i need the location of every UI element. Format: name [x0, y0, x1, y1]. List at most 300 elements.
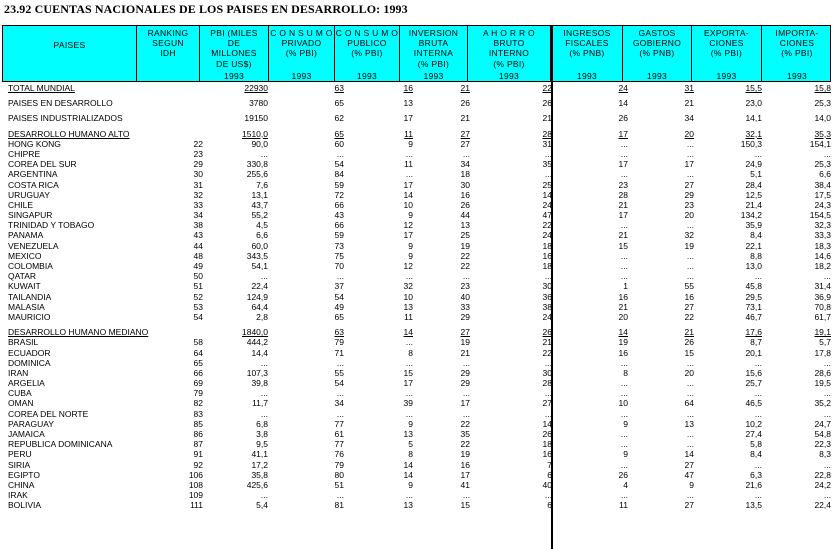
value-cell-ing: 24	[618, 83, 628, 93]
value-cell-aho: ...	[544, 148, 552, 159]
value-cell-ing: ...	[620, 271, 628, 282]
value-cell-imp: ...	[823, 388, 831, 399]
value-cell-ing: 10	[618, 398, 628, 409]
value-cell-cpriv: ...	[336, 388, 344, 399]
header-inv-year: 1993	[423, 70, 444, 81]
header-exp	[692, 26, 762, 81]
value-cell-gas: ...	[686, 439, 694, 450]
value-cell-exp: ...	[754, 408, 762, 419]
value-cell-ing: ...	[620, 429, 628, 439]
value-cell-imp: 35,2	[814, 398, 831, 409]
table-row	[2, 409, 831, 419]
value-cell-inv: 29	[460, 311, 470, 322]
value-cell-aho: 7	[547, 459, 552, 470]
value-cell-imp: 6,6	[819, 169, 831, 180]
value-cell-aho: 40	[542, 479, 552, 490]
value-cell-cpub: 13	[403, 500, 413, 511]
value-cell-inv: 22	[460, 261, 470, 271]
table-row	[2, 470, 831, 480]
value-cell-aho: 14	[542, 418, 552, 429]
country-name: IRAK	[8, 490, 28, 501]
value-cell-inv: 16	[460, 459, 470, 470]
country-name: QATAR	[8, 271, 37, 282]
table-row	[2, 480, 831, 490]
value-cell-ing: ...	[620, 439, 628, 450]
value-cell-pbi: 13,1	[251, 189, 268, 200]
ranking-cell: 83	[193, 408, 203, 419]
value-cell-pbi: 3,8	[256, 429, 268, 439]
table-row	[2, 327, 831, 337]
country-name: TAILANDIA	[8, 291, 52, 302]
value-cell-pbi: ...	[260, 490, 268, 501]
value-cell-cpriv: 81	[334, 500, 344, 511]
value-cell-inv: 17	[460, 398, 470, 409]
value-cell-cpub: 11	[404, 159, 413, 170]
table-row	[2, 449, 831, 459]
value-cell-gas: ...	[686, 271, 694, 282]
value-cell-imp: 61,7	[814, 311, 831, 322]
value-cell-inv: 17	[460, 469, 470, 480]
value-cell-cpub: 14	[403, 189, 413, 200]
country-name: CUBA	[8, 388, 32, 399]
value-cell-exp: ...	[754, 271, 762, 282]
value-cell-exp: ...	[754, 459, 762, 470]
value-cell-aho: 16	[542, 449, 552, 460]
value-cell-cpriv: 76	[334, 449, 344, 460]
value-cell-gas: 27	[684, 301, 694, 312]
value-cell-gas: 55	[684, 281, 694, 292]
table-row	[2, 348, 831, 358]
value-cell-exp: ...	[754, 357, 762, 368]
value-cell-inv: 21	[460, 83, 470, 93]
value-cell-pbi: ...	[260, 271, 268, 282]
value-cell-cpriv: 73	[334, 240, 344, 251]
value-cell-cpub: 15	[403, 367, 413, 378]
value-cell-gas: 22	[684, 311, 694, 322]
value-cell-imp: 5,7	[819, 337, 831, 348]
value-cell-imp: 32,3	[814, 220, 831, 231]
value-cell-cpriv: 43	[334, 210, 344, 221]
country-name: IRAN	[8, 367, 29, 378]
header-gas-label: GASTOS GOBIERNO (% PNB)	[632, 28, 682, 59]
value-cell-cpub: 13	[403, 301, 413, 312]
value-cell-inv: 19	[460, 240, 470, 251]
value-cell-gas: 13	[684, 418, 694, 429]
value-cell-gas: 34	[684, 113, 694, 124]
value-cell-cpub: 14	[403, 469, 413, 480]
country-name: MALASIA	[8, 301, 45, 312]
ranking-cell: 58	[193, 337, 203, 348]
value-cell-pbi: 255,6	[246, 169, 268, 180]
table-row	[2, 500, 831, 510]
value-cell-pbi: 41,1	[251, 449, 268, 460]
value-cell-aho: 31	[542, 138, 552, 149]
value-cell-gas: 9	[689, 479, 694, 490]
value-cell-cpub: 13	[403, 429, 413, 439]
value-cell-pbi: 1510,0	[242, 128, 268, 139]
country-name: BRASIL	[8, 337, 39, 348]
value-cell-exp: 22,1	[745, 240, 762, 251]
value-cell-inv: 29	[460, 367, 470, 378]
value-cell-exp: 20,1	[745, 347, 762, 358]
value-cell-exp: 17,6	[745, 327, 762, 338]
value-cell-cpriv: 63	[334, 327, 344, 338]
value-cell-exp: 8,7	[750, 337, 762, 348]
value-cell-cpriv: 66	[334, 199, 344, 210]
value-cell-pbi: 19150	[244, 113, 268, 124]
value-cell-cpriv: ...	[336, 408, 344, 419]
value-cell-imp: 31,4	[814, 281, 831, 292]
country-name: DESARROLLO HUMANO ALTO	[8, 128, 130, 139]
value-cell-pbi: 9,5	[256, 439, 268, 450]
value-cell-cpriv: 65	[334, 128, 344, 139]
value-cell-gas: 29	[684, 189, 694, 200]
ranking-cell: 54	[193, 311, 203, 322]
value-cell-cpriv: ...	[336, 490, 344, 501]
ranking-cell: 53	[193, 301, 203, 312]
value-cell-inv: 15	[460, 500, 470, 511]
value-cell-ing: 1	[623, 281, 628, 292]
table-row	[2, 490, 831, 500]
value-cell-cpub: 11	[404, 311, 413, 322]
value-cell-gas: 32	[684, 230, 694, 241]
value-cell-exp: 6,3	[750, 469, 762, 480]
value-cell-ing: ...	[620, 169, 628, 180]
value-cell-cpriv: 71	[334, 347, 344, 358]
value-cell-imp: ...	[823, 490, 831, 501]
table-row	[2, 251, 831, 261]
header-gas-year: 1993	[646, 70, 668, 81]
value-cell-gas: 31	[684, 83, 694, 93]
value-cell-cpub: 32	[403, 281, 413, 292]
value-cell-exp: 150,3	[740, 138, 762, 149]
country-name: VENEZUELA	[8, 240, 59, 251]
country-name: TRINIDAD Y TOBAGO	[8, 220, 95, 231]
value-cell-ing: 28	[618, 189, 628, 200]
value-cell-exp: 21,6	[745, 479, 762, 490]
country-name: CHILE	[8, 199, 34, 210]
value-cell-exp: 46,5	[745, 398, 762, 409]
value-cell-cpub: ...	[405, 169, 413, 180]
value-cell-aho: 21	[542, 337, 552, 348]
value-cell-gas: 17	[684, 159, 694, 170]
value-cell-cpub: 13	[403, 98, 413, 109]
value-cell-gas: 20	[684, 210, 694, 221]
ranking-cell: 43	[193, 230, 203, 241]
table-row	[2, 113, 831, 123]
value-cell-inv: 34	[460, 159, 470, 170]
value-cell-aho: 6	[547, 469, 552, 480]
value-cell-ing: 21	[618, 230, 628, 241]
table-title: 23.92 CUENTAS NACIONALES DE LOS PAISES EN DESARROLLO: 1993	[4, 2, 408, 16]
value-cell-inv: 25	[460, 230, 470, 241]
table-row	[2, 337, 831, 347]
value-cell-cpriv: 59	[334, 230, 344, 241]
value-cell-inv: ...	[462, 271, 470, 282]
country-name: MAURICIO	[8, 311, 51, 322]
header-pbi-label: PBI (MILES DE MILLONES DE US$)	[210, 28, 258, 69]
value-cell-inv: 16	[460, 189, 470, 200]
value-cell-ing: 11	[619, 500, 628, 511]
value-cell-ing: 16	[618, 291, 628, 302]
value-cell-exp: 14,1	[745, 113, 762, 124]
value-cell-inv: 19	[460, 337, 470, 348]
value-cell-pbi: 60,0	[251, 240, 268, 251]
value-cell-imp: 14,6	[814, 250, 831, 261]
value-cell-imp: 154,1	[809, 138, 831, 149]
value-cell-imp: 33,3	[814, 230, 831, 241]
header-aho-label: A H O R R O BRUTO INTERNO (% PBI)	[483, 28, 535, 69]
value-cell-cpub: ...	[405, 490, 413, 501]
value-cell-gas: 27	[684, 179, 694, 190]
value-cell-ing: 23	[618, 179, 628, 190]
header-cpub	[335, 26, 400, 81]
ranking-cell: 106	[188, 469, 203, 480]
value-cell-inv: 23	[460, 281, 470, 292]
value-cell-pbi: 17,2	[251, 459, 268, 470]
table-row	[2, 200, 831, 210]
table-row	[2, 439, 831, 449]
value-cell-imp: ...	[823, 408, 831, 419]
value-cell-cpub: 14	[403, 459, 413, 470]
value-cell-cpub: 14	[403, 327, 413, 338]
table-row	[2, 210, 831, 220]
value-cell-pbi: 425,6	[246, 479, 268, 490]
value-cell-ing: 26	[618, 469, 628, 480]
value-cell-inv: 44	[460, 210, 470, 221]
value-cell-inv: ...	[462, 408, 470, 419]
ranking-cell: 38	[193, 220, 203, 231]
value-cell-imp: 24,3	[814, 199, 831, 210]
value-cell-exp: 13,5	[745, 500, 762, 511]
ranking-cell: 91	[193, 449, 203, 460]
table-row	[2, 230, 831, 240]
value-cell-pbi: 54,1	[251, 261, 268, 271]
country-name: ECUADOR	[8, 347, 51, 358]
value-cell-ing: ...	[620, 261, 628, 271]
value-cell-pbi: ...	[260, 388, 268, 399]
ranking-cell: 23	[193, 148, 203, 159]
ranking-cell: 49	[193, 261, 203, 271]
value-cell-pbi: 4,5	[256, 220, 268, 231]
value-cell-pbi: 11,7	[252, 398, 268, 409]
value-cell-gas: ...	[686, 378, 694, 389]
value-cell-cpub: 10	[403, 291, 413, 302]
value-cell-aho: 22	[542, 83, 552, 93]
value-cell-inv: 27	[460, 128, 470, 139]
ranking-cell: 111	[190, 500, 203, 511]
table-row	[2, 83, 831, 93]
value-cell-cpub: 17	[403, 230, 413, 241]
value-cell-aho: ...	[544, 490, 552, 501]
value-cell-cpriv: 65	[334, 311, 344, 322]
value-cell-exp: 24,9	[745, 159, 762, 170]
table-row	[2, 220, 831, 230]
value-cell-pbi: 343,5	[246, 250, 268, 261]
value-cell-imp: 35,3	[814, 128, 831, 139]
value-cell-cpub: 17	[403, 179, 413, 190]
value-cell-cpub: 9	[408, 250, 413, 261]
value-cell-cpriv: 60	[334, 138, 344, 149]
header-ing-year: 1993	[576, 70, 598, 81]
value-cell-cpub: 8	[408, 347, 413, 358]
value-cell-aho: 18	[542, 240, 552, 251]
value-cell-ing: ...	[620, 378, 628, 389]
value-cell-ing: 16	[618, 347, 628, 358]
value-cell-gas: 15	[684, 347, 694, 358]
value-cell-ing: ...	[620, 459, 628, 470]
value-cell-inv: ...	[462, 357, 470, 368]
value-cell-cpub: 39	[403, 398, 413, 409]
value-cell-exp: 5,8	[750, 439, 762, 450]
value-cell-imp: 28,6	[814, 367, 831, 378]
value-cell-cpriv: 77	[334, 418, 344, 429]
value-cell-aho: ...	[544, 169, 552, 180]
value-cell-cpub: ...	[405, 408, 413, 419]
value-cell-pbi: 22,4	[251, 281, 268, 292]
value-cell-cpriv: 79	[334, 459, 344, 470]
value-cell-aho: 35	[542, 159, 552, 170]
table-row	[2, 302, 831, 312]
value-cell-cpriv: 59	[334, 179, 344, 190]
header-pbi	[200, 26, 269, 81]
value-cell-ing: 17	[618, 128, 628, 139]
value-cell-inv: 27	[460, 138, 470, 149]
value-cell-ing: 26	[618, 113, 628, 124]
value-cell-aho: 24	[542, 199, 552, 210]
ranking-cell: 85	[193, 418, 203, 429]
ranking-cell: 109	[188, 490, 203, 501]
value-cell-exp: 8,8	[750, 250, 762, 261]
ranking-cell: 33	[193, 199, 203, 210]
value-cell-ing: ...	[620, 490, 628, 501]
table-row	[2, 129, 831, 139]
value-cell-cpriv: 77	[334, 439, 344, 450]
value-cell-ing: ...	[620, 250, 628, 261]
value-cell-exp: 73,1	[745, 301, 762, 312]
value-cell-pbi: 1840,0	[242, 327, 268, 338]
value-cell-imp: 54,8	[814, 429, 831, 439]
table-row	[2, 271, 831, 281]
value-cell-gas: 21	[684, 327, 694, 338]
value-cell-ing: 15	[618, 240, 628, 251]
value-cell-pbi: ...	[260, 357, 268, 368]
table-row	[2, 281, 831, 291]
country-name: PARAGUAY	[8, 418, 54, 429]
header-cpriv	[269, 26, 335, 81]
country-name: BOLIVIA	[8, 500, 42, 511]
value-cell-aho: 24	[542, 230, 552, 241]
value-cell-aho: 27	[542, 398, 552, 409]
value-cell-ing: 9	[623, 418, 628, 429]
header-ing-label: INGRESOS FISCALES (% PNB)	[563, 28, 611, 59]
header-aho-year: 1993	[498, 70, 520, 81]
value-cell-cpriv: 54	[334, 378, 344, 389]
value-cell-ing: 8	[623, 367, 628, 378]
value-cell-aho: 26	[542, 98, 552, 109]
value-cell-gas: 26	[684, 337, 694, 348]
value-cell-exp: 29,5	[745, 291, 762, 302]
value-cell-cpriv: ...	[336, 357, 344, 368]
ranking-cell: 66	[193, 367, 203, 378]
value-cell-imp: 19,5	[814, 378, 831, 389]
value-cell-cpub: 8	[408, 449, 413, 460]
country-name: SINGAPUR	[8, 210, 53, 221]
value-cell-pbi: 6,8	[256, 418, 268, 429]
ranking-cell: 69	[193, 378, 203, 389]
value-cell-imp: ...	[823, 459, 831, 470]
ranking-cell: 44	[193, 240, 203, 251]
header-imp-year: 1993	[786, 70, 808, 81]
header-aho	[468, 26, 552, 81]
value-cell-inv: 30	[460, 179, 470, 190]
value-cell-cpriv: 34	[334, 398, 344, 409]
ranking-cell: 86	[193, 429, 203, 439]
value-cell-exp: 21,4	[745, 199, 762, 210]
table-row	[2, 241, 831, 251]
value-cell-cpub: 9	[408, 479, 413, 490]
value-cell-pbi: 7,6	[256, 179, 268, 190]
value-cell-imp: 36,9	[814, 291, 831, 302]
value-cell-inv: 18	[460, 169, 470, 180]
header-gas	[623, 26, 692, 81]
value-cell-aho: 28	[542, 128, 552, 139]
ranking-cell: 87	[193, 439, 203, 450]
country-name: COLOMBIA	[8, 261, 53, 271]
header-rank-label: RANKING SEGUN IDH	[147, 28, 189, 59]
value-cell-ing: ...	[620, 220, 628, 231]
country-name: REPUBLICA DOMINICANA	[8, 439, 113, 450]
value-cell-aho: 26	[542, 429, 552, 439]
country-name: MEXICO	[8, 250, 42, 261]
value-cell-exp: ...	[754, 388, 762, 399]
country-name: ARGELIA	[8, 378, 45, 389]
value-cell-exp: 13,0	[745, 261, 762, 271]
ranking-cell: 50	[193, 271, 203, 282]
value-cell-cpriv: 65	[334, 98, 344, 109]
value-cell-imp: 25,3	[814, 98, 831, 109]
value-cell-aho: 22	[542, 220, 552, 231]
value-cell-gas: ...	[686, 220, 694, 231]
table-row	[2, 190, 831, 200]
header-rank	[137, 26, 200, 81]
value-cell-inv: ...	[462, 388, 470, 399]
value-cell-imp: 18,2	[814, 261, 831, 271]
ranking-cell: 48	[193, 250, 203, 261]
header-inv-label: INVERSION BRUTA INTERNA (% PBI)	[408, 28, 459, 69]
value-cell-inv: ...	[462, 490, 470, 501]
table-row	[2, 98, 831, 108]
value-cell-ing: 14	[618, 327, 628, 338]
value-cell-cpub: 10	[403, 199, 413, 210]
value-cell-gas: ...	[686, 408, 694, 419]
value-cell-imp: 18,3	[814, 240, 831, 251]
value-cell-ing: ...	[620, 148, 628, 159]
value-cell-pbi: 2,8	[256, 311, 268, 322]
table-row	[2, 388, 831, 398]
value-cell-ing: 14	[618, 98, 628, 109]
value-cell-cpub: ...	[405, 357, 413, 368]
value-cell-pbi: ...	[260, 148, 268, 159]
value-cell-inv: 22	[460, 439, 470, 450]
value-cell-cpriv: 66	[334, 220, 344, 231]
country-name: COSTA RICA	[8, 179, 59, 190]
value-cell-inv: 21	[460, 113, 470, 124]
country-name: KUWAIT	[8, 281, 41, 292]
value-cell-exp: 8,4	[750, 449, 762, 460]
value-cell-cpriv: 72	[334, 189, 344, 200]
value-cell-pbi: 43,7	[251, 199, 268, 210]
